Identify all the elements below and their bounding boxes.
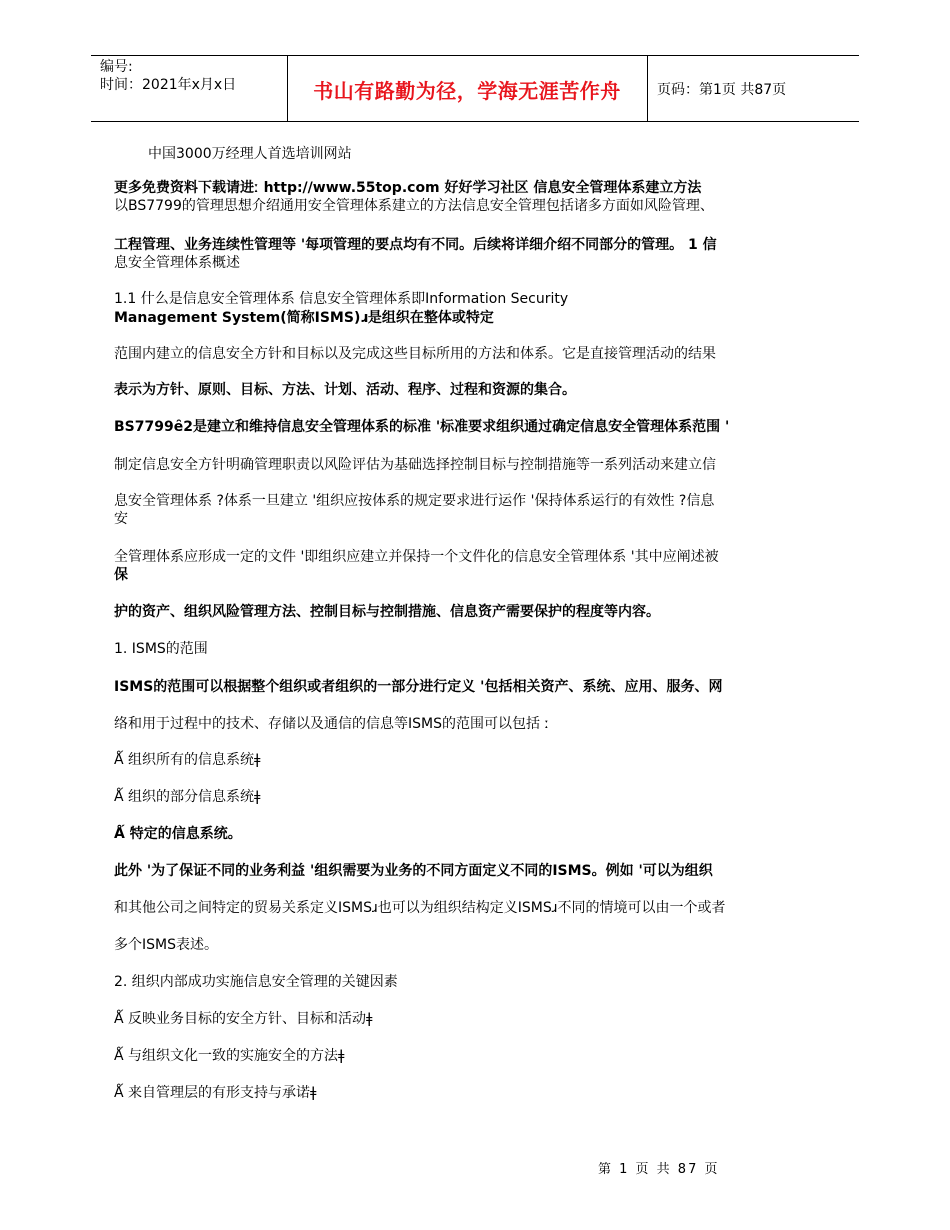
key-factor-item-3: Ǻ 来自管理层的有形支持与承诺ǂ <box>114 1085 317 1101</box>
bs7799-line-3: 息安全管理体系 ?体系一旦建立 '组织应按体系的规定要求进行运作 '保持体系运行的有效性 ?信息 <box>114 493 715 509</box>
bs7799-line-1: BS7799ȇ2是建立和维持信息安全管理体系的标准 '标准要求组织通过确定信息安全管理体系范围 ' <box>114 419 730 435</box>
header-motto: 书山有路勤为径，学海无涯苦作舟 <box>313 78 621 103</box>
other-line-1: 此外 '为了保证不同的业务利益 '组织需要为业务的不同方面定义不同的ISMS。例如 '可以为组织 <box>114 863 713 879</box>
document-time-label: 时间：2021年x月x日 <box>100 77 237 93</box>
other-line-2: 和其他公司之间特定的贸易关系定义ISMSɹ也可以为组织结构定义ISMSɹ不同的情境可以由一个或者 <box>114 900 726 916</box>
site-line: 中国3000万经理人首选培训网站 <box>148 146 352 162</box>
bs7799-line-4: 全管理体系应形成一定的文件 '即组织应建立并保持一个文件化的信息安全管理体系 '其中应阐述被 <box>114 549 719 565</box>
page-footer: 第 1 页 共 87 页 <box>598 1162 720 1177</box>
key-factor-item-1: Ǻ 反映业务目标的安全方针、目标和活动ǂ <box>114 1011 373 1027</box>
bs7799-line-4-wrap: 保 <box>114 567 128 583</box>
bs7799-line-2: 制定信息安全方针明确管理职责以风险评估为基础选择控制目标与控制措施等一系列活动来建立信 <box>114 457 716 473</box>
header-page-info: 页码：第1页 共87页 <box>657 82 787 98</box>
key-factor-item-2: Ǻ 与组织文化一致的实施安全的方法ǂ <box>114 1048 345 1064</box>
bs7799-line-5: 护的资产、组织风险管理方法、控制目标与控制措施、信息资产需要保护的程度等内容。 <box>114 604 660 620</box>
scope-heading: 1. ISMS的范围 <box>114 641 208 657</box>
key-factors-heading: 2. 组织内部成功实施信息安全管理的关键因素 <box>114 974 398 990</box>
document-number-label: 编号: <box>100 59 133 75</box>
scope-item-3: Ǻ 特定的信息系统。 <box>114 826 242 842</box>
section-1-1-line-1: 1.1 什么是信息安全管理体系 信息安全管理体系即Information Security <box>114 291 569 307</box>
bs7799-line-3-wrap: 安 <box>114 511 128 527</box>
intro-line-3: 工程管理、业务连续性管理等 '每项管理的要点均有不同。后续将详细介绍不同部分的管理。 1 信 <box>114 237 717 253</box>
scope-item-1: Ǻ 组织所有的信息系统ǂ <box>114 752 261 768</box>
section-1-1-line-3: 范围内建立的信息安全方针和目标以及完成这些目标所用的方法和体系。它是直接管理活动的结果 <box>114 346 716 362</box>
intro-line-2: 以BS7799的管理思想介绍通用安全管理体系建立的方法信息安全管理包括诸多方面如风险管理、 <box>114 198 714 214</box>
intro-line-4: 息安全管理体系概述 <box>114 255 240 271</box>
intro-line-1: 更多免费资料下载请进ː http://www.55top.com 好好学习社区 信息安全管理体系建立方法 <box>114 180 702 196</box>
section-1-1-line-4: 表示为方针、原则、目标、方法、计划、活动、程序、过程和资源的集合。 <box>114 382 576 398</box>
scope-line-2: 络和用于过程中的技术、存储以及通信的信息等ISMS的范围可以包括 ː <box>114 716 550 732</box>
header-divider-right <box>647 56 648 122</box>
scope-item-2: Ǻ 组织的部分信息系统ǂ <box>114 789 261 805</box>
other-line-3: 多个ISMS表述。 <box>114 937 218 953</box>
scope-line-1: ISMS的范围可以根据整个组织或者组织的一部分进行定义 '包括相关资产、系统、应用、服务、网 <box>114 679 723 695</box>
section-1-1-line-2: Management System(简称ISMS)ɹ是组织在整体或特定 <box>114 310 494 326</box>
header-meta <box>100 58 236 94</box>
